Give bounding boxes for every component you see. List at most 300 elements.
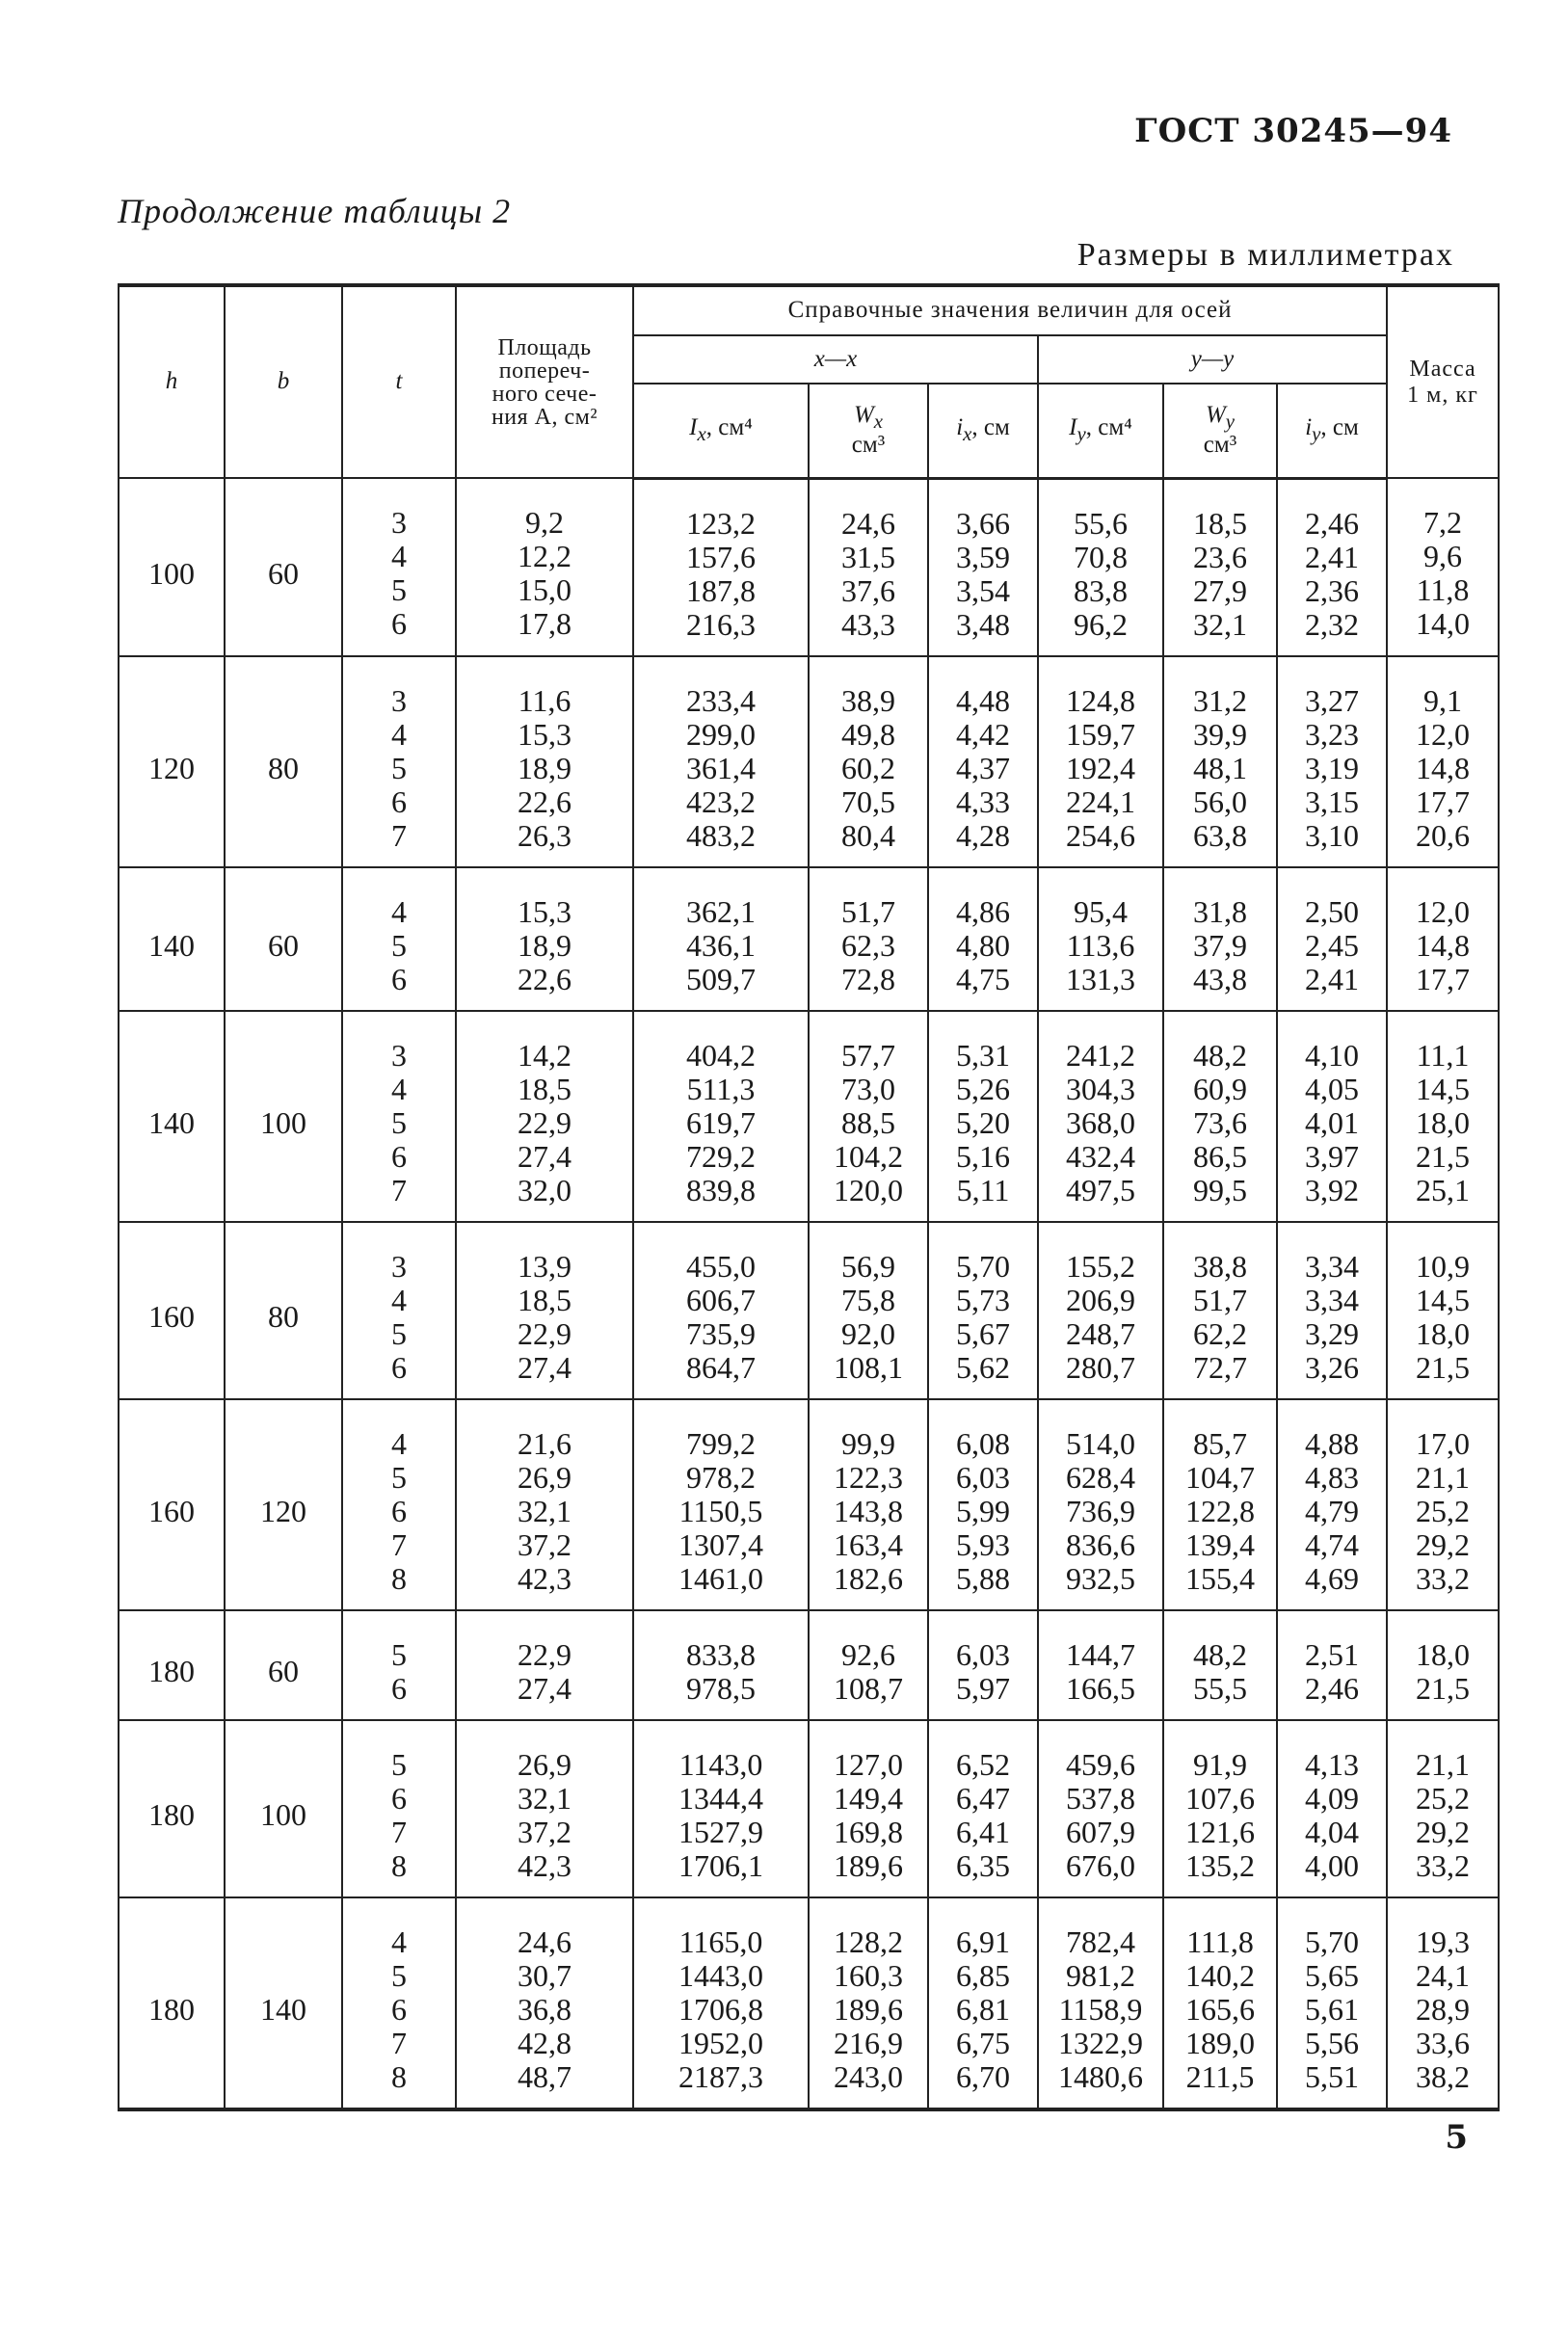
cell-value: 6,03	[956, 1636, 1010, 1672]
cell-value: 43,8	[1193, 961, 1247, 996]
section-properties-table	[118, 283, 1500, 2111]
cell-value: 99,5	[1193, 1172, 1247, 1207]
cell-value: 92,0	[841, 1315, 895, 1351]
cell-value: 6	[391, 1991, 407, 2027]
header-axis-y: y—y	[1038, 335, 1387, 384]
cell-value: 6,41	[956, 1814, 1010, 1849]
cell-value: 5,56	[1305, 2025, 1359, 2060]
cell-value: 139,4	[1185, 1526, 1255, 1562]
cell-value: 404,2	[686, 1037, 756, 1073]
cell-value: 3,54	[956, 572, 1010, 608]
cell-b: 100	[225, 1011, 342, 1222]
cell-b: 120	[225, 1399, 342, 1610]
cell-value: 73,6	[1193, 1104, 1247, 1140]
cell-value: 192,4	[1066, 750, 1135, 785]
cell-value: 144,7	[1066, 1636, 1135, 1672]
cell-value: 836,6	[1066, 1526, 1135, 1562]
cell-value: 304,3	[1066, 1071, 1135, 1106]
cell-value: 1165,0	[678, 1923, 763, 1959]
cell-value: 24,1	[1416, 1957, 1471, 1993]
header-area: Площадь попереч- ного сече- ния А, см²	[456, 285, 633, 478]
cell-value: 123,2	[686, 505, 756, 541]
cell-value: 6,85	[956, 1957, 1010, 1993]
cell-value: 459,6	[1066, 1746, 1135, 1782]
cell-value: 189,0	[1185, 2025, 1255, 2060]
cell-value: 122,8	[1185, 1493, 1255, 1528]
header-Wx: $W_x$ см³	[809, 384, 928, 478]
table-row	[119, 1399, 1499, 1610]
cell-value: 4,05	[1305, 1071, 1359, 1106]
header-ix: $i_x$, см	[928, 384, 1038, 478]
cell-Wy	[1163, 1720, 1277, 1897]
cell-Iy	[1038, 1011, 1163, 1222]
cell-value: 121,6	[1185, 1814, 1255, 1849]
cell-value: 155,2	[1066, 1248, 1135, 1284]
cell-Ix	[633, 1720, 809, 1897]
cell-value: 6,08	[956, 1425, 1010, 1461]
table-row	[119, 867, 1499, 1011]
cell-ix	[928, 1399, 1038, 1610]
cell-iy	[1277, 478, 1387, 656]
cell-value: 39,9	[1193, 716, 1247, 752]
cell-value: 2,41	[1305, 961, 1359, 996]
cell-value: 4	[391, 539, 407, 574]
cell-value: 135,2	[1185, 1847, 1255, 1883]
cell-t	[342, 656, 456, 867]
cell-value: 9,1	[1423, 682, 1463, 718]
cell-value: 4,13	[1305, 1746, 1359, 1782]
cell-value: 3,26	[1305, 1349, 1359, 1385]
cell-value: 4,83	[1305, 1459, 1359, 1495]
cell-value: 3,29	[1305, 1315, 1359, 1351]
units-note: Размеры в миллиметрах	[1076, 237, 1454, 273]
cell-value: 104,7	[1185, 1459, 1255, 1495]
cell-value: 1952,0	[678, 2025, 763, 2060]
cell-value: 165,6	[1185, 1991, 1255, 2027]
cell-value: 62,3	[841, 927, 895, 963]
cell-value: 32,0	[518, 1172, 571, 1207]
cell-h: 100	[119, 478, 225, 656]
cell-value: 18,0	[1416, 1636, 1471, 1672]
cell-Wx	[809, 1897, 928, 2109]
cell-value: 6	[391, 961, 407, 996]
cell-t	[342, 1720, 456, 1897]
cell-value: 12,2	[518, 539, 571, 574]
cell-ix	[928, 1720, 1038, 1897]
cell-iy	[1277, 867, 1387, 1011]
cell-value: 72,8	[841, 961, 895, 996]
cell-value: 72,7	[1193, 1349, 1247, 1385]
cell-t	[342, 1011, 456, 1222]
cell-value: 3,34	[1305, 1248, 1359, 1284]
cell-ix	[928, 1610, 1038, 1720]
cell-value: 21,5	[1416, 1349, 1471, 1385]
cell-value: 1527,9	[678, 1814, 763, 1849]
cell-value: 83,8	[1074, 572, 1128, 608]
cell-t	[342, 867, 456, 1011]
cell-h: 180	[119, 1720, 225, 1897]
cell-value: 55,6	[1074, 505, 1128, 541]
cell-value: 169,8	[834, 1814, 903, 1849]
cell-Iy	[1038, 478, 1163, 656]
cell-Wy	[1163, 1011, 1277, 1222]
table-continuation-title: Продолжение таблицы 2	[118, 192, 512, 230]
cell-value: 26,9	[518, 1459, 571, 1495]
cell-t	[342, 1222, 456, 1399]
cell-value: 6	[391, 1493, 407, 1528]
cell-value: 70,8	[1074, 539, 1128, 574]
cell-value: 38,8	[1193, 1248, 1247, 1284]
cell-value: 32,1	[518, 1493, 571, 1528]
cell-value: 18,5	[518, 1282, 571, 1317]
cell-value: 1143,0	[678, 1746, 763, 1782]
cell-value: 26,3	[518, 817, 571, 853]
cell-value: 4,04	[1305, 1814, 1359, 1849]
cell-value: 2187,3	[678, 2058, 763, 2094]
cell-value: 108,1	[834, 1349, 903, 1385]
cell-value: 124,8	[1066, 682, 1135, 718]
cell-Iy	[1038, 1897, 1163, 2109]
cell-h: 160	[119, 1399, 225, 1610]
cell-Wx	[809, 1610, 928, 1720]
cell-value: 3	[391, 682, 407, 718]
cell-Wx	[809, 1399, 928, 1610]
cell-mass	[1387, 1011, 1499, 1222]
cell-ix	[928, 867, 1038, 1011]
cell-value: 27,9	[1193, 572, 1247, 608]
cell-value: 19,3	[1416, 1923, 1471, 1959]
cell-value: 5,67	[956, 1315, 1010, 1351]
cell-value: 6,81	[956, 1991, 1010, 2027]
cell-value: 24,6	[841, 505, 895, 541]
cell-value: 241,2	[1066, 1037, 1135, 1073]
cell-value: 233,4	[686, 682, 756, 718]
cell-b: 140	[225, 1897, 342, 2109]
cell-Ix	[633, 1011, 809, 1222]
cell-value: 782,4	[1066, 1923, 1135, 1959]
cell-value: 607,9	[1066, 1814, 1135, 1849]
cell-value: 122,3	[834, 1459, 903, 1495]
cell-value: 70,5	[841, 783, 895, 819]
cell-value: 5	[391, 927, 407, 963]
cell-value: 6	[391, 606, 407, 642]
cell-value: 6	[391, 1670, 407, 1706]
cell-value: 51,7	[841, 893, 895, 929]
cell-value: 978,2	[686, 1459, 756, 1495]
cell-iy	[1277, 1011, 1387, 1222]
cell-value: 7	[391, 1814, 407, 1849]
cell-value: 63,8	[1193, 817, 1247, 853]
cell-value: 1322,9	[1058, 2025, 1143, 2060]
cell-value: 5	[391, 572, 407, 608]
cell-value: 13,9	[518, 1248, 571, 1284]
cell-value: 7	[391, 1172, 407, 1207]
cell-Wy	[1163, 1897, 1277, 2109]
cell-area	[456, 1011, 633, 1222]
cell-value: 37,9	[1193, 927, 1247, 963]
cell-value: 18,9	[518, 750, 571, 785]
cell-value: 37,2	[518, 1526, 571, 1562]
cell-value: 4,00	[1305, 1847, 1359, 1883]
cell-value: 9,6	[1423, 539, 1463, 574]
cell-value: 224,1	[1066, 783, 1135, 819]
cell-value: 3,97	[1305, 1138, 1359, 1174]
cell-value: 104,2	[834, 1138, 903, 1174]
cell-value: 497,5	[1066, 1172, 1135, 1207]
cell-value: 5,88	[956, 1560, 1010, 1596]
cell-value: 131,3	[1066, 961, 1135, 996]
cell-value: 48,7	[518, 2058, 571, 2094]
header-iy: $i_y$, см	[1277, 384, 1387, 478]
cell-value: 729,2	[686, 1138, 756, 1174]
cell-value: 120,0	[834, 1172, 903, 1207]
cell-value: 2,32	[1305, 606, 1359, 642]
cell-value: 91,9	[1193, 1746, 1247, 1782]
cell-value: 75,8	[841, 1282, 895, 1317]
cell-value: 92,6	[841, 1636, 895, 1672]
cell-mass	[1387, 1897, 1499, 2109]
cell-value: 128,2	[834, 1923, 903, 1959]
table-row	[119, 1610, 1499, 1720]
cell-Iy	[1038, 1222, 1163, 1399]
header-t: t	[342, 285, 456, 478]
cell-value: 48,2	[1193, 1037, 1247, 1073]
cell-value: 18,0	[1416, 1104, 1471, 1140]
cell-value: 5,16	[956, 1138, 1010, 1174]
cell-value: 6,52	[956, 1746, 1010, 1782]
cell-value: 37,6	[841, 572, 895, 608]
cell-value: 95,4	[1074, 893, 1128, 929]
cell-value: 361,4	[686, 750, 756, 785]
cell-value: 978,5	[686, 1670, 756, 1706]
cell-value: 436,1	[686, 927, 756, 963]
cell-value: 7	[391, 2025, 407, 2060]
cell-value: 4	[391, 893, 407, 929]
cell-value: 22,6	[518, 783, 571, 819]
cell-value: 159,7	[1066, 716, 1135, 752]
cell-value: 5	[391, 1957, 407, 1993]
cell-value: 5	[391, 1746, 407, 1782]
cell-value: 5,31	[956, 1037, 1010, 1073]
cell-value: 736,9	[1066, 1493, 1135, 1528]
cell-Ix	[633, 656, 809, 867]
cell-value: 55,5	[1193, 1670, 1247, 1706]
cell-value: 21,5	[1416, 1138, 1471, 1174]
cell-value: 211,5	[1185, 2058, 1255, 2094]
cell-Iy	[1038, 1610, 1163, 1720]
cell-value: 73,0	[841, 1071, 895, 1106]
cell-value: 21,6	[518, 1425, 571, 1461]
cell-value: 511,3	[686, 1071, 756, 1106]
table-row	[119, 1011, 1499, 1222]
cell-value: 1307,4	[678, 1526, 763, 1562]
header-Iy: $I_y$, см⁴	[1038, 384, 1163, 478]
cell-value: 5,26	[956, 1071, 1010, 1106]
table-row	[119, 656, 1499, 867]
cell-value: 31,2	[1193, 682, 1247, 718]
cell-Iy	[1038, 1720, 1163, 1897]
cell-value: 189,6	[834, 1847, 903, 1883]
cell-value: 5	[391, 1636, 407, 1672]
cell-value: 216,9	[834, 2025, 903, 2060]
cell-value: 18,0	[1416, 1315, 1471, 1351]
cell-value: 27,4	[518, 1349, 571, 1385]
cell-value: 6	[391, 783, 407, 819]
cell-value: 22,9	[518, 1636, 571, 1672]
cell-Ix	[633, 1399, 809, 1610]
cell-value: 22,9	[518, 1315, 571, 1351]
cell-value: 7,2	[1423, 505, 1463, 541]
cell-value: 1443,0	[678, 1957, 763, 1993]
cell-value: 2,41	[1305, 539, 1359, 574]
cell-value: 25,1	[1416, 1172, 1471, 1207]
cell-value: 25,2	[1416, 1780, 1471, 1816]
cell-value: 299,0	[686, 716, 756, 752]
cell-Ix	[633, 867, 809, 1011]
cell-value: 108,7	[834, 1670, 903, 1706]
cell-value: 362,1	[686, 893, 756, 929]
cell-value: 9,2	[525, 505, 564, 541]
cell-value: 6	[391, 1349, 407, 1385]
cell-value: 4,69	[1305, 1560, 1359, 1596]
table-row	[119, 1897, 1499, 2109]
cell-value: 3,66	[956, 505, 1010, 541]
cell-value: 163,4	[834, 1526, 903, 1562]
cell-value: 127,0	[834, 1746, 903, 1782]
cell-value: 243,0	[834, 2058, 903, 2094]
cell-value: 2,46	[1305, 1670, 1359, 1706]
cell-value: 140,2	[1185, 1957, 1255, 1993]
cell-value: 4,75	[956, 961, 1010, 996]
cell-mass	[1387, 656, 1499, 867]
cell-value: 21,1	[1416, 1459, 1471, 1495]
cell-value: 49,8	[841, 716, 895, 752]
cell-h: 160	[119, 1222, 225, 1399]
cell-value: 6,91	[956, 1923, 1010, 1959]
cell-t	[342, 478, 456, 656]
cell-value: 4,09	[1305, 1780, 1359, 1816]
cell-value: 6,35	[956, 1847, 1010, 1883]
cell-value: 62,2	[1193, 1315, 1247, 1351]
cell-value: 4,28	[956, 817, 1010, 853]
cell-Iy	[1038, 867, 1163, 1011]
cell-value: 28,9	[1416, 1991, 1471, 2027]
cell-value: 206,9	[1066, 1282, 1135, 1317]
cell-value: 155,4	[1185, 1560, 1255, 1596]
cell-value: 27,4	[518, 1138, 571, 1174]
cell-b: 80	[225, 656, 342, 867]
cell-Ix	[633, 1222, 809, 1399]
cell-b: 60	[225, 1610, 342, 1720]
cell-value: 11,6	[518, 682, 571, 718]
cell-t	[342, 1610, 456, 1720]
cell-ix	[928, 656, 1038, 867]
cell-value: 5,65	[1305, 1957, 1359, 1993]
cell-value: 432,4	[1066, 1138, 1135, 1174]
cell-value: 455,0	[686, 1248, 756, 1284]
cell-Wx	[809, 1222, 928, 1399]
cell-value: 4	[391, 1282, 407, 1317]
cell-iy	[1277, 656, 1387, 867]
cell-value: 735,9	[686, 1315, 756, 1351]
cell-value: 143,8	[834, 1493, 903, 1528]
cell-value: 189,6	[834, 1991, 903, 2027]
cell-value: 6	[391, 1780, 407, 1816]
cell-Wx	[809, 478, 928, 656]
cell-value: 17,0	[1416, 1425, 1471, 1461]
cell-Wy	[1163, 1399, 1277, 1610]
cell-value: 57,7	[841, 1037, 895, 1073]
cell-value: 5	[391, 1104, 407, 1140]
cell-value: 3,59	[956, 539, 1010, 574]
cell-value: 60,2	[841, 750, 895, 785]
cell-value: 4,80	[956, 927, 1010, 963]
cell-value: 2,36	[1305, 572, 1359, 608]
cell-value: 5,20	[956, 1104, 1010, 1140]
cell-value: 14,8	[1416, 750, 1471, 785]
cell-mass	[1387, 867, 1499, 1011]
cell-value: 17,7	[1416, 961, 1471, 996]
cell-value: 15,0	[518, 572, 571, 608]
cell-value: 509,7	[686, 961, 756, 996]
table-body	[119, 478, 1499, 2109]
cell-Wy	[1163, 867, 1277, 1011]
cell-h: 140	[119, 867, 225, 1011]
cell-value: 1150,5	[678, 1493, 763, 1528]
cell-value: 26,9	[518, 1746, 571, 1782]
header-h: h	[119, 285, 225, 478]
cell-iy	[1277, 1720, 1387, 1897]
cell-value: 38,9	[841, 682, 895, 718]
cell-value: 96,2	[1074, 606, 1128, 642]
cell-value: 3,34	[1305, 1282, 1359, 1317]
cell-value: 31,5	[841, 539, 895, 574]
cell-value: 149,4	[834, 1780, 903, 1816]
cell-value: 21,5	[1416, 1670, 1471, 1706]
cell-value: 280,7	[1066, 1349, 1135, 1385]
cell-value: 5,99	[956, 1493, 1010, 1528]
cell-ix	[928, 1222, 1038, 1399]
cell-area	[456, 1222, 633, 1399]
cell-h: 140	[119, 1011, 225, 1222]
cell-value: 33,2	[1416, 1847, 1471, 1883]
cell-area	[456, 656, 633, 867]
cell-value: 42,3	[518, 1560, 571, 1596]
cell-value: 6,75	[956, 2025, 1010, 2060]
table-row	[119, 1720, 1499, 1897]
cell-value: 51,7	[1193, 1282, 1247, 1317]
cell-value: 30,7	[518, 1957, 571, 1993]
cell-value: 33,6	[1416, 2025, 1471, 2060]
cell-value: 38,2	[1416, 2058, 1471, 2094]
cell-Wy	[1163, 478, 1277, 656]
cell-b: 100	[225, 1720, 342, 1897]
cell-value: 7	[391, 1526, 407, 1562]
table-row	[119, 478, 1499, 656]
cell-value: 981,2	[1066, 1957, 1135, 1993]
cell-value: 4,48	[956, 682, 1010, 718]
cell-value: 606,7	[686, 1282, 756, 1317]
cell-b: 80	[225, 1222, 342, 1399]
cell-value: 113,6	[1066, 927, 1135, 963]
cell-value: 4	[391, 1425, 407, 1461]
cell-value: 48,1	[1193, 750, 1247, 785]
cell-value: 11,8	[1416, 572, 1470, 608]
cell-value: 60,9	[1193, 1071, 1247, 1106]
cell-value: 423,2	[686, 783, 756, 819]
cell-Wx	[809, 1720, 928, 1897]
cell-value: 5,70	[956, 1248, 1010, 1284]
